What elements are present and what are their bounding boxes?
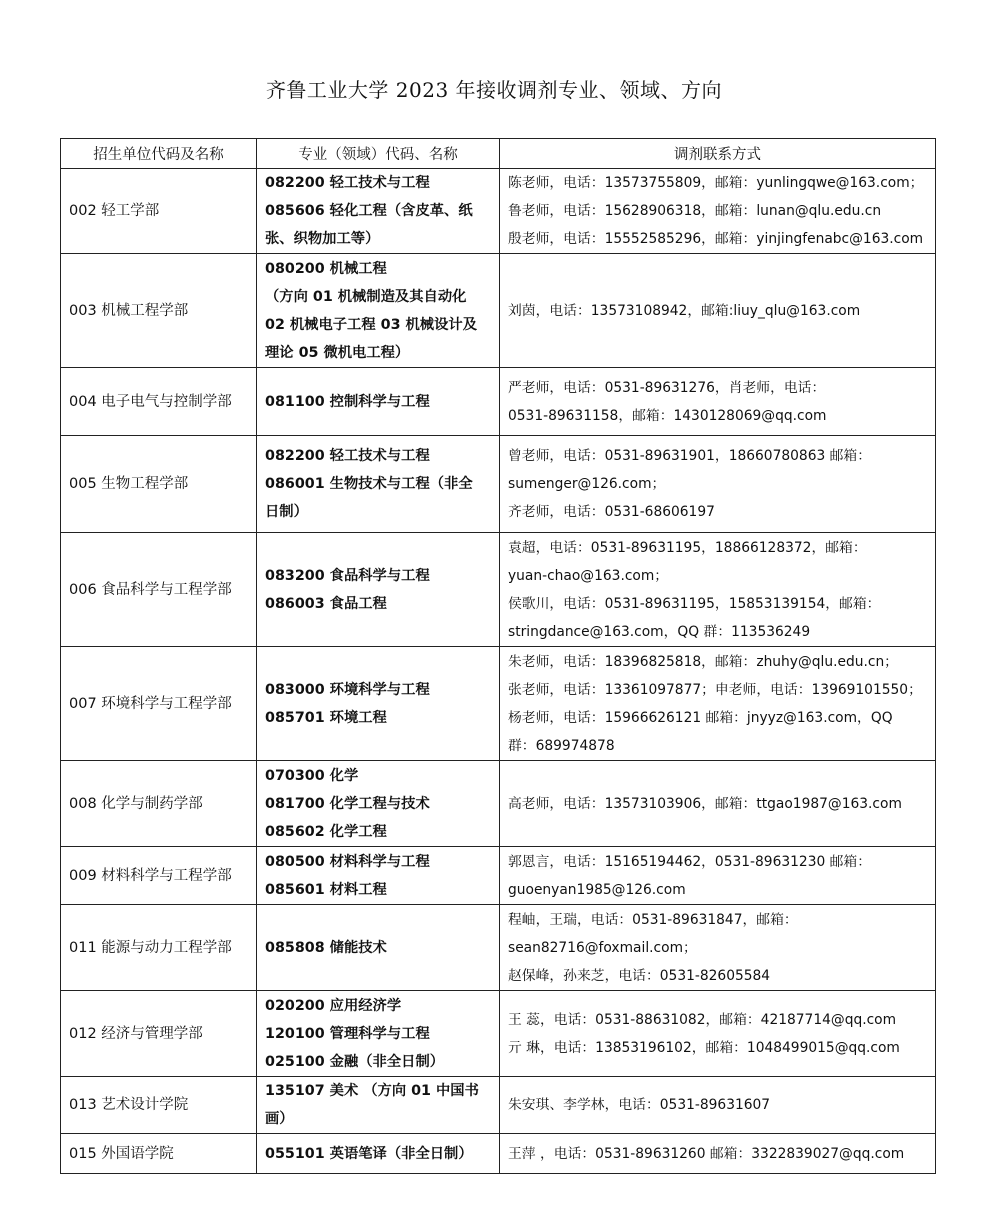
major-line: 083200 食品科学与工程: [265, 567, 430, 584]
major-line: 135107 美术 （方向 01 中国书: [265, 1083, 479, 1099]
major-line: 085602 化学工程: [265, 823, 387, 840]
page-title: 齐鲁工业大学 2023 年接收调剂专业、领域、方向: [265, 78, 723, 102]
contacts-cell: [500, 1134, 936, 1174]
unit-cell: 008 化学与制药学部: [61, 761, 257, 847]
contact-line: 0531-89631158，邮箱：1430128069@qq.com: [508, 407, 827, 424]
table-header-row: [61, 139, 936, 169]
header-contacts: 调剂联系方式: [500, 139, 936, 169]
contact-line: 朱安琪、李学林，电话：0531-89631607: [508, 1097, 771, 1113]
table-row: [61, 761, 936, 847]
contact-line: 群：689974878: [508, 737, 615, 754]
contacts-cell: [500, 368, 936, 436]
contacts-cell: [500, 761, 936, 847]
table-row: [61, 1077, 936, 1134]
major-line: 086003 食品工程: [265, 595, 387, 612]
table-row: [61, 368, 936, 436]
table-row: [61, 905, 936, 991]
unit-cell: 012 经济与管理学部: [61, 991, 257, 1077]
table-row: [61, 169, 936, 254]
contact-line: 殷老师，电话：15552585296，邮箱：yinjingfenabc@163.com: [508, 231, 924, 247]
contacts-cell: [500, 847, 936, 905]
contact-line: 严老师，电话：0531-89631276，肖老师，电话：: [508, 379, 826, 396]
major-line: 085601 材料工程: [265, 881, 387, 898]
contacts-cell: [500, 254, 936, 368]
contacts-cell: [500, 169, 936, 254]
contact-line: guoenyan1985@126.com: [508, 881, 686, 898]
unit-cell: 015 外国语学院: [61, 1134, 257, 1174]
majors-cell: [257, 1134, 500, 1174]
table-row: [61, 647, 936, 761]
unit-cell: 011 能源与动力工程学部: [61, 905, 257, 991]
contact-line: sumenger@126.com；: [508, 476, 666, 492]
contact-line: 袁超，电话：0531-89631195，18866128372，邮箱：: [508, 539, 867, 556]
unit-cell: 004 电子电气与控制学部: [61, 368, 257, 436]
contact-line: 高老师，电话：13573103906，邮箱：ttgao1987@163.com: [508, 795, 902, 812]
major-line: 张、织物加工等）: [265, 231, 380, 247]
major-line: 120100 管理科学与工程: [265, 1025, 430, 1042]
unit-cell: 013 艺术设计学院: [61, 1077, 257, 1134]
majors-cell: [257, 847, 500, 905]
contact-line: 曾老师，电话：0531-89631901，18660780863 邮箱：: [508, 448, 872, 464]
contact-line: 王萍 ，电话：0531-89631260 邮箱：3322839027@qq.com: [508, 1145, 905, 1162]
table-row: [61, 533, 936, 647]
unit-cell: 005 生物工程学部: [61, 436, 257, 533]
majors-cell: [257, 436, 500, 533]
unit-cell: 009 材料科学与工程学部: [61, 847, 257, 905]
contacts-cell: [500, 905, 936, 991]
contact-line: 赵保峰，孙来芝，电话：0531-82605584: [508, 967, 771, 984]
major-line: 080500 材料科学与工程: [265, 853, 430, 870]
major-line: 081100 控制科学与工程: [265, 393, 430, 410]
contact-line: 刘茵，电话：13573108942，邮箱:liuy_qlu@163.com: [508, 302, 861, 319]
table-row: [61, 436, 936, 533]
contacts-cell: [500, 991, 936, 1077]
contact-line: 郭恩言，电话：15165194462，0531-89631230 邮箱：: [508, 853, 872, 870]
contact-line: 侯歌川，电话：0531-89631195，15853139154，邮箱：: [508, 595, 881, 612]
major-line: 02 机械电子工程 03 机械设计及: [265, 316, 477, 333]
adjustment-table: [60, 138, 936, 1174]
major-line: 083000 环境科学与工程: [265, 681, 430, 698]
contact-line: yuan-chao@163.com；: [508, 567, 669, 584]
header-unit: 招生单位代码及名称: [61, 139, 257, 169]
major-line: 080200 机械工程: [265, 260, 387, 277]
header-majors: 专业（领域）代码、名称: [257, 139, 500, 169]
table-row: [61, 254, 936, 368]
major-line: 055101 英语笔译（非全日制）: [265, 1145, 473, 1162]
contact-line: 鲁老师，电话：15628906318，邮箱：lunan@qlu.edu.cn: [508, 203, 882, 219]
majors-cell: [257, 905, 500, 991]
majors-cell: [257, 647, 500, 761]
contact-line: 陈老师，电话：13573755809，邮箱：yunlingqwe@163.com；: [508, 175, 924, 191]
contacts-cell: [500, 647, 936, 761]
majors-cell: [257, 991, 500, 1077]
contact-line: 齐老师，电话：0531-68606197: [508, 504, 715, 520]
major-line: 025100 金融（非全日制）: [265, 1053, 445, 1070]
table-row: [61, 847, 936, 905]
major-line: 085606 轻化工程（含皮革、纸: [265, 203, 473, 219]
major-line: 理论 05 微机电工程）: [265, 344, 410, 361]
major-line: 020200 应用经济学: [265, 997, 402, 1014]
major-line: 081700 化学工程与技术: [265, 795, 430, 812]
major-line: 日制）: [265, 504, 308, 520]
contact-line: 王 蕊，电话：0531-88631082，邮箱：42187714@qq.com: [508, 1011, 897, 1028]
contacts-cell: [500, 436, 936, 533]
contact-line: 程岫，王瑞，电话：0531-89631847，邮箱：: [508, 911, 798, 928]
contacts-cell: [500, 1077, 936, 1134]
unit-cell: 006 食品科学与工程学部: [61, 533, 257, 647]
major-line: 082200 轻工技术与工程: [265, 175, 430, 191]
table-row: [61, 1134, 936, 1174]
table-row: [61, 991, 936, 1077]
majors-cell: [257, 1077, 500, 1134]
contact-line: 朱老师，电话：18396825818，邮箱：zhuhy@qlu.edu.cn；: [508, 653, 898, 670]
majors-cell: [257, 368, 500, 436]
unit-cell: 007 环境科学与工程学部: [61, 647, 257, 761]
major-line: 070300 化学: [265, 767, 359, 784]
contact-line: 杨老师，电话：15966626121 邮箱：jnyyz@163.com，QQ: [508, 709, 893, 726]
majors-cell: [257, 169, 500, 254]
contacts-cell: [500, 533, 936, 647]
majors-cell: [257, 533, 500, 647]
majors-cell: [257, 254, 500, 368]
contact-line: stringdance@163.com，QQ 群：113536249: [508, 623, 811, 640]
major-line: 085808 储能技术: [265, 939, 387, 956]
major-line: 画）: [265, 1111, 294, 1127]
unit-cell: 003 机械工程学部: [61, 254, 257, 368]
major-line: 082200 轻工技术与工程: [265, 448, 430, 464]
major-line: 085701 环境工程: [265, 709, 387, 726]
major-line: 086001 生物技术与工程（非全: [265, 476, 473, 492]
majors-cell: [257, 761, 500, 847]
contact-line: sean82716@foxmail.com；: [508, 939, 697, 956]
contact-line: 亓 琳，电话：13853196102，邮箱：1048499015@qq.com: [508, 1039, 900, 1056]
unit-cell: 002 轻工学部: [61, 169, 257, 254]
contact-line: 张老师，电话：13361097877；申老师，电话：13969101550；: [508, 681, 922, 698]
major-line: （方向 01 机械制造及其自动化: [265, 288, 467, 305]
